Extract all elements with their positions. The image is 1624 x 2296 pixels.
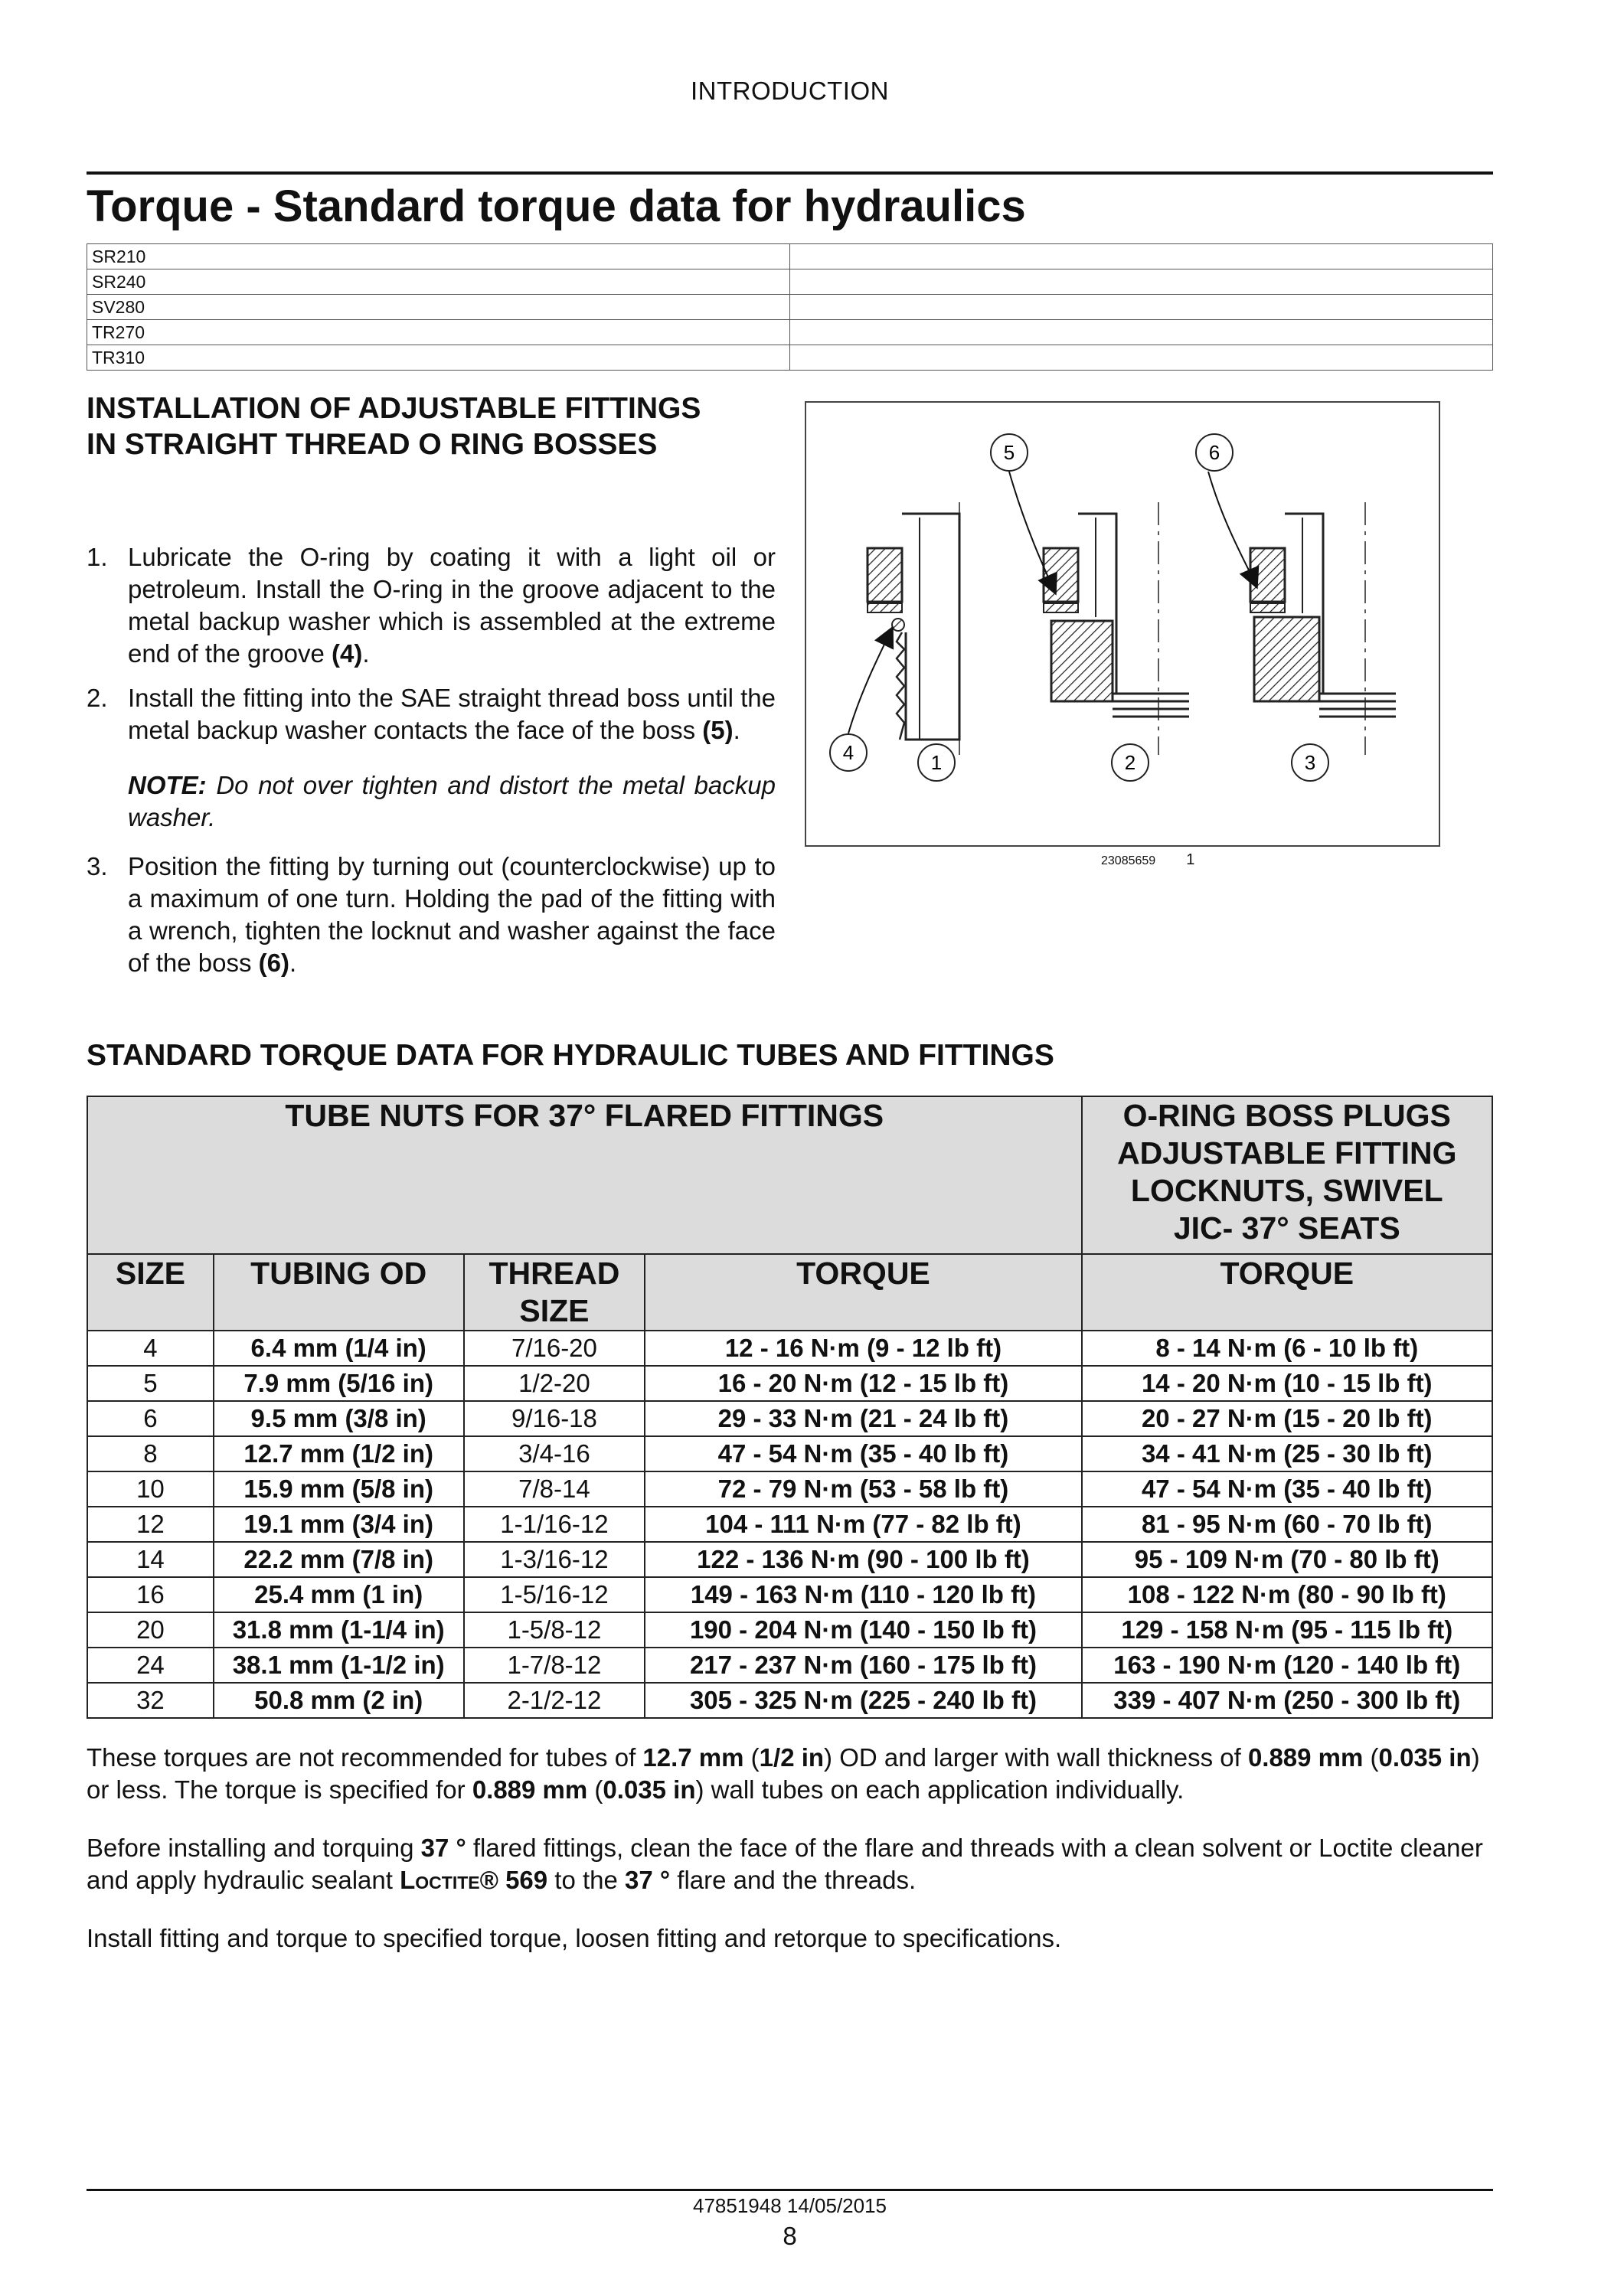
cell-torque-flared: 190 - 204 N·m (140 - 150 lb ft) (645, 1612, 1081, 1648)
svg-text:1: 1 (930, 751, 943, 774)
note-paragraph-1: These torques are not recommended for tubes of 12.7 mm (1/2 in) OD and larger with wall thickness of 0.889 mm (0.035 in) or less. The torque is specified for 0.889 mm (0.035 in) wall tubes on each application individually. (87, 1743, 1480, 1804)
callout-2 (1112, 744, 1149, 781)
cell-thread-size: 3/4-16 (464, 1436, 645, 1471)
page-title: Torque - Standard torque data for hydraulics (87, 181, 1026, 231)
callout-1 (918, 744, 955, 781)
cell-size: 8 (87, 1436, 214, 1471)
cell-torque-flared: 12 - 16 N·m (9 - 12 lb ft) (645, 1331, 1081, 1366)
cell-torque-oring: 163 - 190 N·m (120 - 140 lb ft) (1082, 1648, 1492, 1683)
cell-thread-size: 1-5/16-12 (464, 1577, 645, 1612)
table-row (87, 1401, 1492, 1436)
cell-thread-size: 2-1/2-12 (464, 1683, 645, 1718)
cell-size: 6 (87, 1401, 214, 1436)
table-row (87, 1471, 1492, 1507)
table-row (87, 1612, 1492, 1648)
cell-torque-oring: 95 - 109 N·m (70 - 80 lb ft) (1082, 1542, 1492, 1577)
model-cell: TR270 (87, 320, 790, 345)
cell-thread-size: 1-7/8-12 (464, 1648, 645, 1683)
table-row (87, 1577, 1492, 1612)
cell-tubing-od: 7.9 mm (5/16 in) (214, 1366, 464, 1401)
step-3: 3. Position the fitting by turning out (counterclockwise) up to a maximum of one turn. Holding the pad of the fitting with a wrench, tighten the locknut and washer against the face of the boss (6). (87, 852, 776, 977)
cell-size: 12 (87, 1507, 214, 1542)
cell-torque-oring: 129 - 158 N·m (95 - 115 lb ft) (1082, 1612, 1492, 1648)
cell-torque-flared: 104 - 111 N·m (77 - 82 lb ft) (645, 1507, 1081, 1542)
torque-table (87, 1096, 1493, 1719)
cell-thread-size: 1-1/16-12 (464, 1507, 645, 1542)
header-rule (87, 171, 1493, 175)
cell-thread-size: 7/8-14 (464, 1471, 645, 1507)
document-reference: 47851948 14/05/2015 (692, 2194, 887, 2217)
fitting-installation-figure (805, 401, 1440, 847)
model-row (87, 269, 1493, 295)
svg-text:3: 3 (1304, 751, 1316, 774)
step-1: 1. Lubricate the O-ring by coating it with a light oil or petroleum. Install the O-ring in the groove adjacent to the metal backup washer which is assembled at the extreme end of the groove (4). (87, 543, 776, 668)
cell-size: 16 (87, 1577, 214, 1612)
footer-rule (87, 2189, 1493, 2191)
callout-4 (830, 734, 867, 771)
cell-torque-oring: 8 - 14 N·m (6 - 10 lb ft) (1082, 1331, 1492, 1366)
cell-tubing-od: 15.9 mm (5/8 in) (214, 1471, 464, 1507)
cell-tubing-od: 6.4 mm (1/4 in) (214, 1331, 464, 1366)
cell-thread-size: 1-3/16-12 (464, 1542, 645, 1577)
cell-torque-oring: 339 - 407 N·m (250 - 300 lb ft) (1082, 1683, 1492, 1718)
cell-size: 32 (87, 1683, 214, 1718)
step-2: 2. Install the fitting into the SAE straight thread boss until the metal backup washer contacts the face of the boss (5). (87, 684, 776, 744)
fitting-diagram (806, 403, 1439, 845)
page-number: 8 (783, 2222, 797, 2250)
cell-torque-flared: 149 - 163 N·m (110 - 120 lb ft) (645, 1577, 1081, 1612)
cell-tubing-od: 31.8 mm (1-1/4 in) (214, 1612, 464, 1648)
model-cell: SV280 (87, 295, 790, 320)
cell-torque-oring: 47 - 54 N·m (35 - 40 lb ft) (1082, 1471, 1492, 1507)
torque-table-body (87, 1331, 1492, 1718)
cell-torque-flared: 217 - 237 N·m (160 - 175 lb ft) (645, 1648, 1081, 1683)
cell-thread-size: 7/16-20 (464, 1331, 645, 1366)
running-header: INTRODUCTION (691, 77, 889, 105)
cell-torque-oring: 81 - 95 N·m (60 - 70 lb ft) (1082, 1507, 1492, 1542)
table-row (87, 1331, 1492, 1366)
cell-torque-oring: 108 - 122 N·m (80 - 90 lb ft) (1082, 1577, 1492, 1612)
fitting-2 (1044, 502, 1189, 755)
table-row (87, 1542, 1492, 1577)
table-row (87, 1366, 1492, 1401)
manual-page (87, 0, 1493, 2296)
group-header-tube-nuts: TUBE NUTS FOR 37° FLARED FITTINGS (87, 1096, 1082, 1254)
model-row (87, 320, 1493, 345)
cell-size: 20 (87, 1612, 214, 1648)
callout-5 (991, 434, 1028, 471)
table-row (87, 1683, 1492, 1718)
callout-6 (1196, 434, 1233, 471)
cell-thread-size: 1/2-20 (464, 1366, 645, 1401)
model-cell: TR310 (87, 345, 790, 371)
cell-size: 24 (87, 1648, 214, 1683)
cell-torque-oring: 20 - 27 N·m (15 - 20 lb ft) (1082, 1401, 1492, 1436)
group-header-oring-boss: O-RING BOSS PLUGS ADJUSTABLE FITTING LOCKNUTS, SWIVEL JIC- 37° SEATS (1082, 1096, 1492, 1254)
note-paragraph-2: Before installing and torquing 37 ° flared fittings, clean the face of the flare and threads with a clean solvent or Loctite cleaner and apply hydraulic sealant Loctite® 569 to the 37 ° flare and the threads. (87, 1834, 1483, 1894)
model-row (87, 345, 1493, 371)
cell-torque-flared: 47 - 54 N·m (35 - 40 lb ft) (645, 1436, 1081, 1471)
model-cell: SR240 (87, 269, 790, 295)
cell-tubing-od: 22.2 mm (7/8 in) (214, 1542, 464, 1577)
cell-size: 10 (87, 1471, 214, 1507)
cell-tubing-od: 9.5 mm (3/8 in) (214, 1401, 464, 1436)
cell-tubing-od: 50.8 mm (2 in) (214, 1683, 464, 1718)
cell-size: 14 (87, 1542, 214, 1577)
svg-text:4: 4 (842, 741, 854, 764)
svg-text:6: 6 (1208, 441, 1220, 464)
col-header-tubing-od: TUBING OD (214, 1254, 464, 1331)
cell-thread-size: 9/16-18 (464, 1401, 645, 1436)
callout-3 (1292, 744, 1328, 781)
col-header-size: SIZE (87, 1254, 214, 1331)
fitting-3 (1250, 502, 1396, 755)
cell-tubing-od: 25.4 mm (1 in) (214, 1577, 464, 1612)
col-header-torque-oring: TORQUE (1082, 1254, 1492, 1331)
table-row (87, 1507, 1492, 1542)
svg-text:5: 5 (1003, 441, 1015, 464)
cell-tubing-od: 19.1 mm (3/4 in) (214, 1507, 464, 1542)
figure-caption: 23085659 1 (1101, 851, 1195, 868)
cell-torque-flared: 305 - 325 N·m (225 - 240 lb ft) (645, 1683, 1081, 1718)
svg-text:2: 2 (1124, 751, 1136, 774)
cell-torque-flared: 29 - 33 N·m (21 - 24 lb ft) (645, 1401, 1081, 1436)
torque-heading: STANDARD TORQUE DATA FOR HYDRAULIC TUBES AND FITTINGS (87, 1039, 1054, 1072)
cell-size: 4 (87, 1331, 214, 1366)
fitting-1 (868, 502, 959, 755)
installation-heading: INSTALLATION OF ADJUSTABLE FITTINGS IN STRAIGHT THREAD O RING BOSSES (87, 392, 701, 461)
model-applicability-table (87, 243, 1493, 371)
cell-torque-oring: 14 - 20 N·m (10 - 15 lb ft) (1082, 1366, 1492, 1401)
note: NOTE: Do not over tighten and distort the metal backup washer. (128, 771, 776, 831)
col-header-torque: TORQUE (645, 1254, 1081, 1331)
cell-tubing-od: 12.7 mm (1/2 in) (214, 1436, 464, 1471)
cell-torque-oring: 34 - 41 N·m (25 - 30 lb ft) (1082, 1436, 1492, 1471)
cell-torque-flared: 122 - 136 N·m (90 - 100 lb ft) (645, 1542, 1081, 1577)
col-header-thread-size: THREAD SIZE (464, 1254, 645, 1331)
model-row (87, 244, 1493, 269)
table-row (87, 1648, 1492, 1683)
model-cell: SR210 (87, 244, 790, 269)
table-row (87, 1436, 1492, 1471)
installation-steps (87, 541, 776, 991)
cell-torque-flared: 16 - 20 N·m (12 - 15 lb ft) (645, 1366, 1081, 1401)
cell-tubing-od: 38.1 mm (1-1/2 in) (214, 1648, 464, 1683)
cell-torque-flared: 72 - 79 N·m (53 - 58 lb ft) (645, 1471, 1081, 1507)
cell-size: 5 (87, 1366, 214, 1401)
note-paragraph-3: Install fitting and torque to specified torque, loosen fitting and retorque to specifications. (87, 1924, 1062, 1952)
cell-thread-size: 1-5/8-12 (464, 1612, 645, 1648)
model-row (87, 295, 1493, 320)
